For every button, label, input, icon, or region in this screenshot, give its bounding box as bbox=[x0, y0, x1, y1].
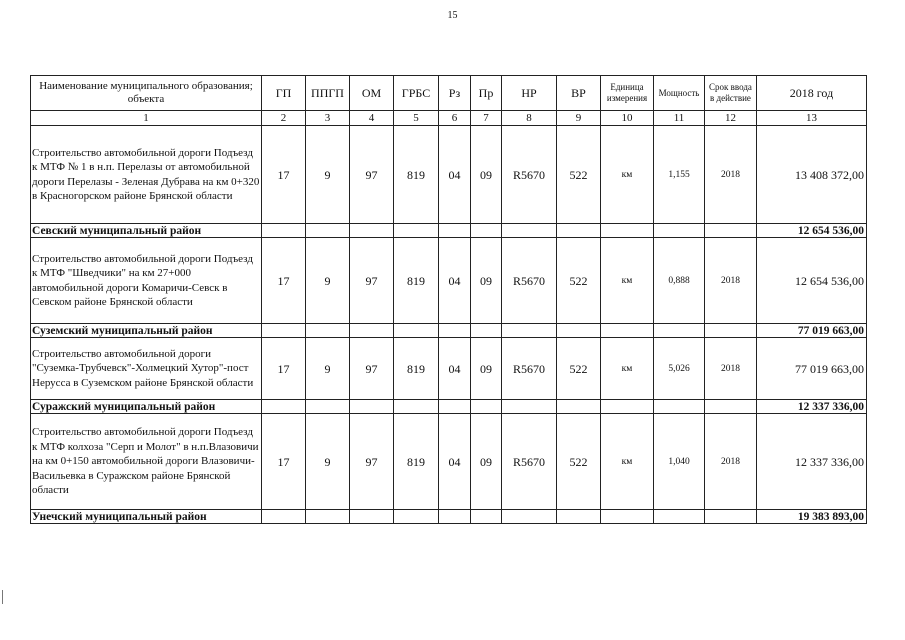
column-number: 9 bbox=[557, 111, 601, 126]
table-row-district bbox=[31, 400, 867, 414]
table-row-object bbox=[31, 238, 867, 324]
column-number: 7 bbox=[471, 111, 502, 126]
cell-grbs: 819 bbox=[394, 126, 439, 224]
column-number: 4 bbox=[350, 111, 394, 126]
cell-om: 97 bbox=[350, 414, 394, 510]
budget-table bbox=[30, 75, 867, 524]
table-row-object bbox=[31, 126, 867, 224]
cell-power: 1,155 bbox=[654, 126, 705, 224]
cell-pr: 09 bbox=[471, 126, 502, 224]
column-number: 13 bbox=[757, 111, 867, 126]
object-name: Строительство автомобильной дороги Подъезд к МТФ колхоза "Серп и Молот" в н.п.Влазовичи на км 0+150 автомобильной дороги Влазовичи-Васильевка в Суражском районе Брянской области bbox=[31, 414, 262, 510]
header-om: ОМ bbox=[350, 76, 394, 111]
column-number: 1 bbox=[31, 111, 262, 126]
cell-power: 1,040 bbox=[654, 414, 705, 510]
cell-nr: R5670 bbox=[502, 414, 557, 510]
column-number: 11 bbox=[654, 111, 705, 126]
header-year: 2018 год bbox=[757, 76, 867, 111]
district-name: Унечский муниципальный район bbox=[31, 510, 262, 524]
cell-vr: 522 bbox=[557, 126, 601, 224]
cell-gp: 17 bbox=[262, 414, 306, 510]
cell-unit: км bbox=[601, 414, 654, 510]
cell-rz: 04 bbox=[439, 338, 471, 400]
cell-rz: 04 bbox=[439, 414, 471, 510]
column-number: 3 bbox=[306, 111, 350, 126]
cell-amount: 77 019 663,00 bbox=[757, 338, 867, 400]
table-row-district bbox=[31, 224, 867, 238]
header-ppgp: ППГП bbox=[306, 76, 350, 111]
object-name: Строительство автомобильной дороги Подъезд к МТФ "Шведчики" на км 27+000 автомобильной дороги Комаричи-Севск в Севском районе Брянской области bbox=[31, 238, 262, 324]
cell-vr: 522 bbox=[557, 414, 601, 510]
header-unit: Единица измерения bbox=[601, 76, 654, 111]
cell-power: 5,026 bbox=[654, 338, 705, 400]
cell-unit: км bbox=[601, 126, 654, 224]
cell-ppgp: 9 bbox=[306, 126, 350, 224]
cell-rz: 04 bbox=[439, 238, 471, 324]
district-amount: 19 383 893,00 bbox=[757, 510, 867, 524]
cell-pr: 09 bbox=[471, 238, 502, 324]
cell-term: 2018 bbox=[705, 238, 757, 324]
district-name: Суземский муниципальный район bbox=[31, 324, 262, 338]
district-amount: 12 337 336,00 bbox=[757, 400, 867, 414]
cell-om: 97 bbox=[350, 126, 394, 224]
table-row-object bbox=[31, 414, 867, 510]
cell-gp: 17 bbox=[262, 126, 306, 224]
column-number-row bbox=[31, 111, 867, 126]
object-name: Строительство автомобильной дороги "Суземка-Трубчевск"-Холмецкий Хутор"-пост Нерусса в Суземском районе Брянской области bbox=[31, 338, 262, 400]
district-amount: 12 654 536,00 bbox=[757, 224, 867, 238]
cell-vr: 522 bbox=[557, 338, 601, 400]
cell-grbs: 819 bbox=[394, 238, 439, 324]
cell-grbs: 819 bbox=[394, 414, 439, 510]
column-number: 8 bbox=[502, 111, 557, 126]
cell-amount: 12 654 536,00 bbox=[757, 238, 867, 324]
district-name: Севский муниципальный район bbox=[31, 224, 262, 238]
cell-ppgp: 9 bbox=[306, 238, 350, 324]
cell-unit: км bbox=[601, 338, 654, 400]
cell-om: 97 bbox=[350, 338, 394, 400]
cell-nr: R5670 bbox=[502, 238, 557, 324]
cell-gp: 17 bbox=[262, 238, 306, 324]
table-row-district bbox=[31, 324, 867, 338]
cell-unit: км bbox=[601, 238, 654, 324]
column-number: 6 bbox=[439, 111, 471, 126]
cell-om: 97 bbox=[350, 238, 394, 324]
cell-ppgp: 9 bbox=[306, 338, 350, 400]
cell-power: 0,888 bbox=[654, 238, 705, 324]
table-header-row bbox=[31, 76, 867, 111]
cell-nr: R5670 bbox=[502, 126, 557, 224]
cell-gp: 17 bbox=[262, 338, 306, 400]
cell-term: 2018 bbox=[705, 414, 757, 510]
cell-nr: R5670 bbox=[502, 338, 557, 400]
district-amount: 77 019 663,00 bbox=[757, 324, 867, 338]
cell-ppgp: 9 bbox=[306, 414, 350, 510]
header-power: Мощность bbox=[654, 76, 705, 111]
column-number: 10 bbox=[601, 111, 654, 126]
header-vr: ВР bbox=[557, 76, 601, 111]
header-nr: НР bbox=[502, 76, 557, 111]
cell-amount: 12 337 336,00 bbox=[757, 414, 867, 510]
header-gp: ГП bbox=[262, 76, 306, 111]
cell-amount: 13 408 372,00 bbox=[757, 126, 867, 224]
table-row-district bbox=[31, 510, 867, 524]
cell-rz: 04 bbox=[439, 126, 471, 224]
page-number: 15 bbox=[447, 10, 458, 21]
cell-term: 2018 bbox=[705, 338, 757, 400]
header-rz: Рз bbox=[439, 76, 471, 111]
header-pr: Пр bbox=[471, 76, 502, 111]
column-number: 12 bbox=[705, 111, 757, 126]
cell-pr: 09 bbox=[471, 414, 502, 510]
cell-term: 2018 bbox=[705, 126, 757, 224]
object-name: Строительство автомобильной дороги Подъезд к МТФ № 1 в н.п. Перелазы от автомобильной дороги Перелазы - Зеленая Дубрава на км 0+320 в Красногорском районе Брянской области bbox=[31, 126, 262, 224]
cell-vr: 522 bbox=[557, 238, 601, 324]
column-number: 2 bbox=[262, 111, 306, 126]
table-row-object bbox=[31, 338, 867, 400]
column-number: 5 bbox=[394, 111, 439, 126]
header-grbs: ГРБС bbox=[394, 76, 439, 111]
district-name: Суражский муниципальный район bbox=[31, 400, 262, 414]
header-name: Наименование муниципального образования; объекта bbox=[31, 76, 262, 111]
cell-pr: 09 bbox=[471, 338, 502, 400]
header-term: Срок ввода в действие bbox=[705, 76, 757, 111]
margin-mark bbox=[2, 590, 3, 604]
cell-grbs: 819 bbox=[394, 338, 439, 400]
